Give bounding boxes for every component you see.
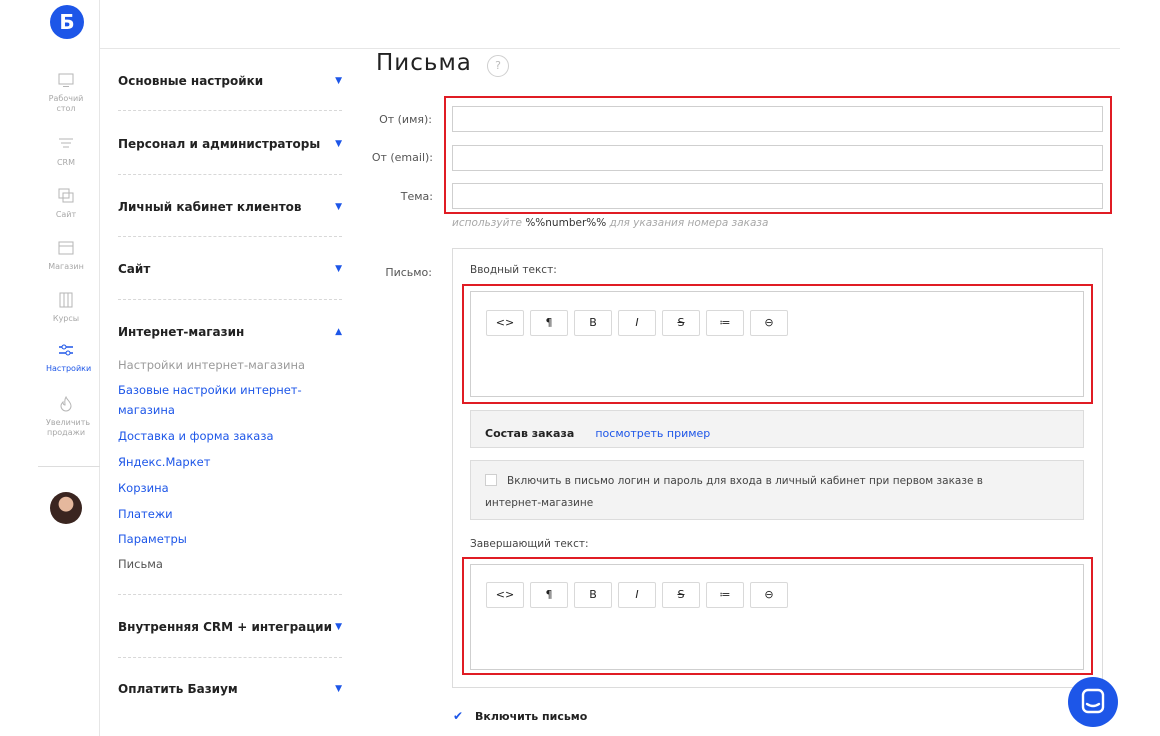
include-login-text: Включить в письмо логин и пароль для входа в личный кабинет при первом заказе в	[507, 475, 983, 487]
flame-icon	[58, 396, 74, 412]
bold-button[interactable]: B	[574, 310, 612, 336]
code-view-button[interactable]: <>	[486, 310, 524, 336]
nav-section-label: Внутренняя CRM + интеграции	[118, 620, 332, 634]
nav-link-store-settings[interactable]: Настройки интернет-магазина	[118, 358, 306, 372]
rail-label: Рабочий стол	[48, 94, 84, 113]
page-title: Письма	[376, 50, 472, 76]
enable-letter-label: Включить письмо	[475, 710, 588, 723]
checkmark-icon: ✔	[453, 709, 464, 723]
strikethrough-button[interactable]: S	[662, 310, 700, 336]
order-composition-title: Состав заказа	[485, 427, 575, 440]
avatar[interactable]	[50, 492, 82, 524]
chevron-down-icon: ▼	[335, 139, 342, 149]
rail-label: Увеличить продажи	[46, 418, 91, 437]
subject-hint: используйте %%number%% для указания номера заказа	[452, 217, 769, 229]
from-name-label: От (имя):	[379, 113, 432, 126]
nav-separator	[118, 594, 342, 595]
letter-label: Письмо:	[385, 266, 432, 279]
italic-button[interactable]: I	[618, 310, 656, 336]
nav-separator	[118, 174, 342, 175]
highlight-frame	[444, 96, 1112, 214]
settings-sliders-icon	[58, 342, 74, 358]
highlight-frame	[462, 557, 1093, 675]
header-divider	[100, 48, 1120, 49]
subject-label: Тема:	[400, 190, 433, 203]
help-icon[interactable]: ?	[487, 55, 509, 77]
nav-section-online-store[interactable]	[118, 325, 342, 345]
bold-button[interactable]: B	[574, 582, 612, 608]
chevron-down-icon: ▼	[335, 76, 342, 86]
monitor-icon	[58, 72, 74, 88]
chevron-down-icon: ▼	[335, 684, 342, 694]
nav-link-parameters[interactable]: Параметры	[118, 532, 187, 546]
chevron-up-icon: ▲	[335, 327, 342, 337]
paragraph-button[interactable]: ¶	[530, 310, 568, 336]
nav-section-label: Личный кабинет клиентов	[118, 200, 302, 214]
list-button[interactable]: ≔	[706, 582, 744, 608]
store-icon	[58, 240, 74, 256]
final-text-label: Завершающий текст:	[470, 538, 589, 550]
nav-section-label: Сайт	[118, 262, 151, 276]
nav-link-payments[interactable]: Платежи	[118, 507, 173, 521]
nav-section-label: Основные настройки	[118, 74, 264, 88]
site-icon	[58, 188, 74, 204]
strikethrough-button[interactable]: S	[662, 582, 700, 608]
chat-launcher-button[interactable]	[1068, 677, 1118, 727]
link-button[interactable]: ⊖	[750, 310, 788, 336]
highlight-frame	[462, 284, 1093, 404]
nav-link-cart[interactable]: Корзина	[118, 481, 169, 495]
chevron-down-icon: ▼	[335, 264, 342, 274]
nav-section-label: Оплатить Базиум	[118, 682, 238, 696]
nav-section-staff[interactable]	[118, 137, 342, 157]
rail-label: Курсы	[52, 314, 80, 323]
chat-icon	[1068, 677, 1118, 727]
nav-section-site[interactable]	[118, 262, 342, 282]
nav-separator	[118, 299, 342, 300]
view-example-link[interactable]: посмотреть пример	[595, 427, 711, 440]
nav-link-delivery[interactable]: Доставка и форма заказа	[118, 429, 274, 443]
nav-section-label: Персонал и администраторы	[118, 137, 321, 151]
rail-label: Магазин	[48, 262, 84, 271]
nav-section-client-cabinet[interactable]	[118, 200, 342, 220]
list-button[interactable]: ≔	[706, 310, 744, 336]
rail-label: Сайт	[55, 210, 77, 219]
intro-text-label: Вводный текст:	[470, 264, 557, 276]
nav-link-base-settings[interactable]: Базовые настройки интернет-магазина	[118, 383, 302, 417]
nav-section-crm-integrations[interactable]	[118, 620, 342, 640]
italic-button[interactable]: I	[618, 582, 656, 608]
link-button[interactable]: ⊖	[750, 582, 788, 608]
nav-link-letters[interactable]: Письма	[118, 557, 163, 571]
include-login-box	[470, 460, 1084, 520]
nav-section-main-settings[interactable]	[118, 74, 342, 94]
nav-separator	[118, 236, 342, 237]
from-email-label: От (email):	[371, 151, 433, 164]
nav-separator	[118, 657, 342, 658]
rail-label: CRM	[56, 158, 76, 167]
nav-section-pay-bazium[interactable]	[118, 682, 342, 702]
rail-label: Настройки	[46, 364, 92, 373]
nav-link-yandex-market[interactable]: Яндекс.Маркет	[118, 455, 211, 469]
order-composition-box	[470, 410, 1084, 448]
nav-section-label: Интернет-магазин	[118, 325, 245, 339]
chevron-down-icon: ▼	[335, 202, 342, 212]
include-login-text-cont: интернет-магазине	[485, 497, 594, 509]
courses-icon	[58, 292, 74, 308]
app-rail	[0, 0, 100, 736]
include-login-checkbox[interactable]	[485, 474, 497, 486]
chevron-down-icon: ▼	[335, 622, 342, 632]
nav-separator	[118, 110, 342, 111]
paragraph-button[interactable]: ¶	[530, 582, 568, 608]
logo[interactable]: Б	[50, 5, 84, 39]
funnel-icon	[58, 136, 74, 152]
rail-divider	[38, 466, 100, 467]
code-view-button[interactable]: <>	[486, 582, 524, 608]
